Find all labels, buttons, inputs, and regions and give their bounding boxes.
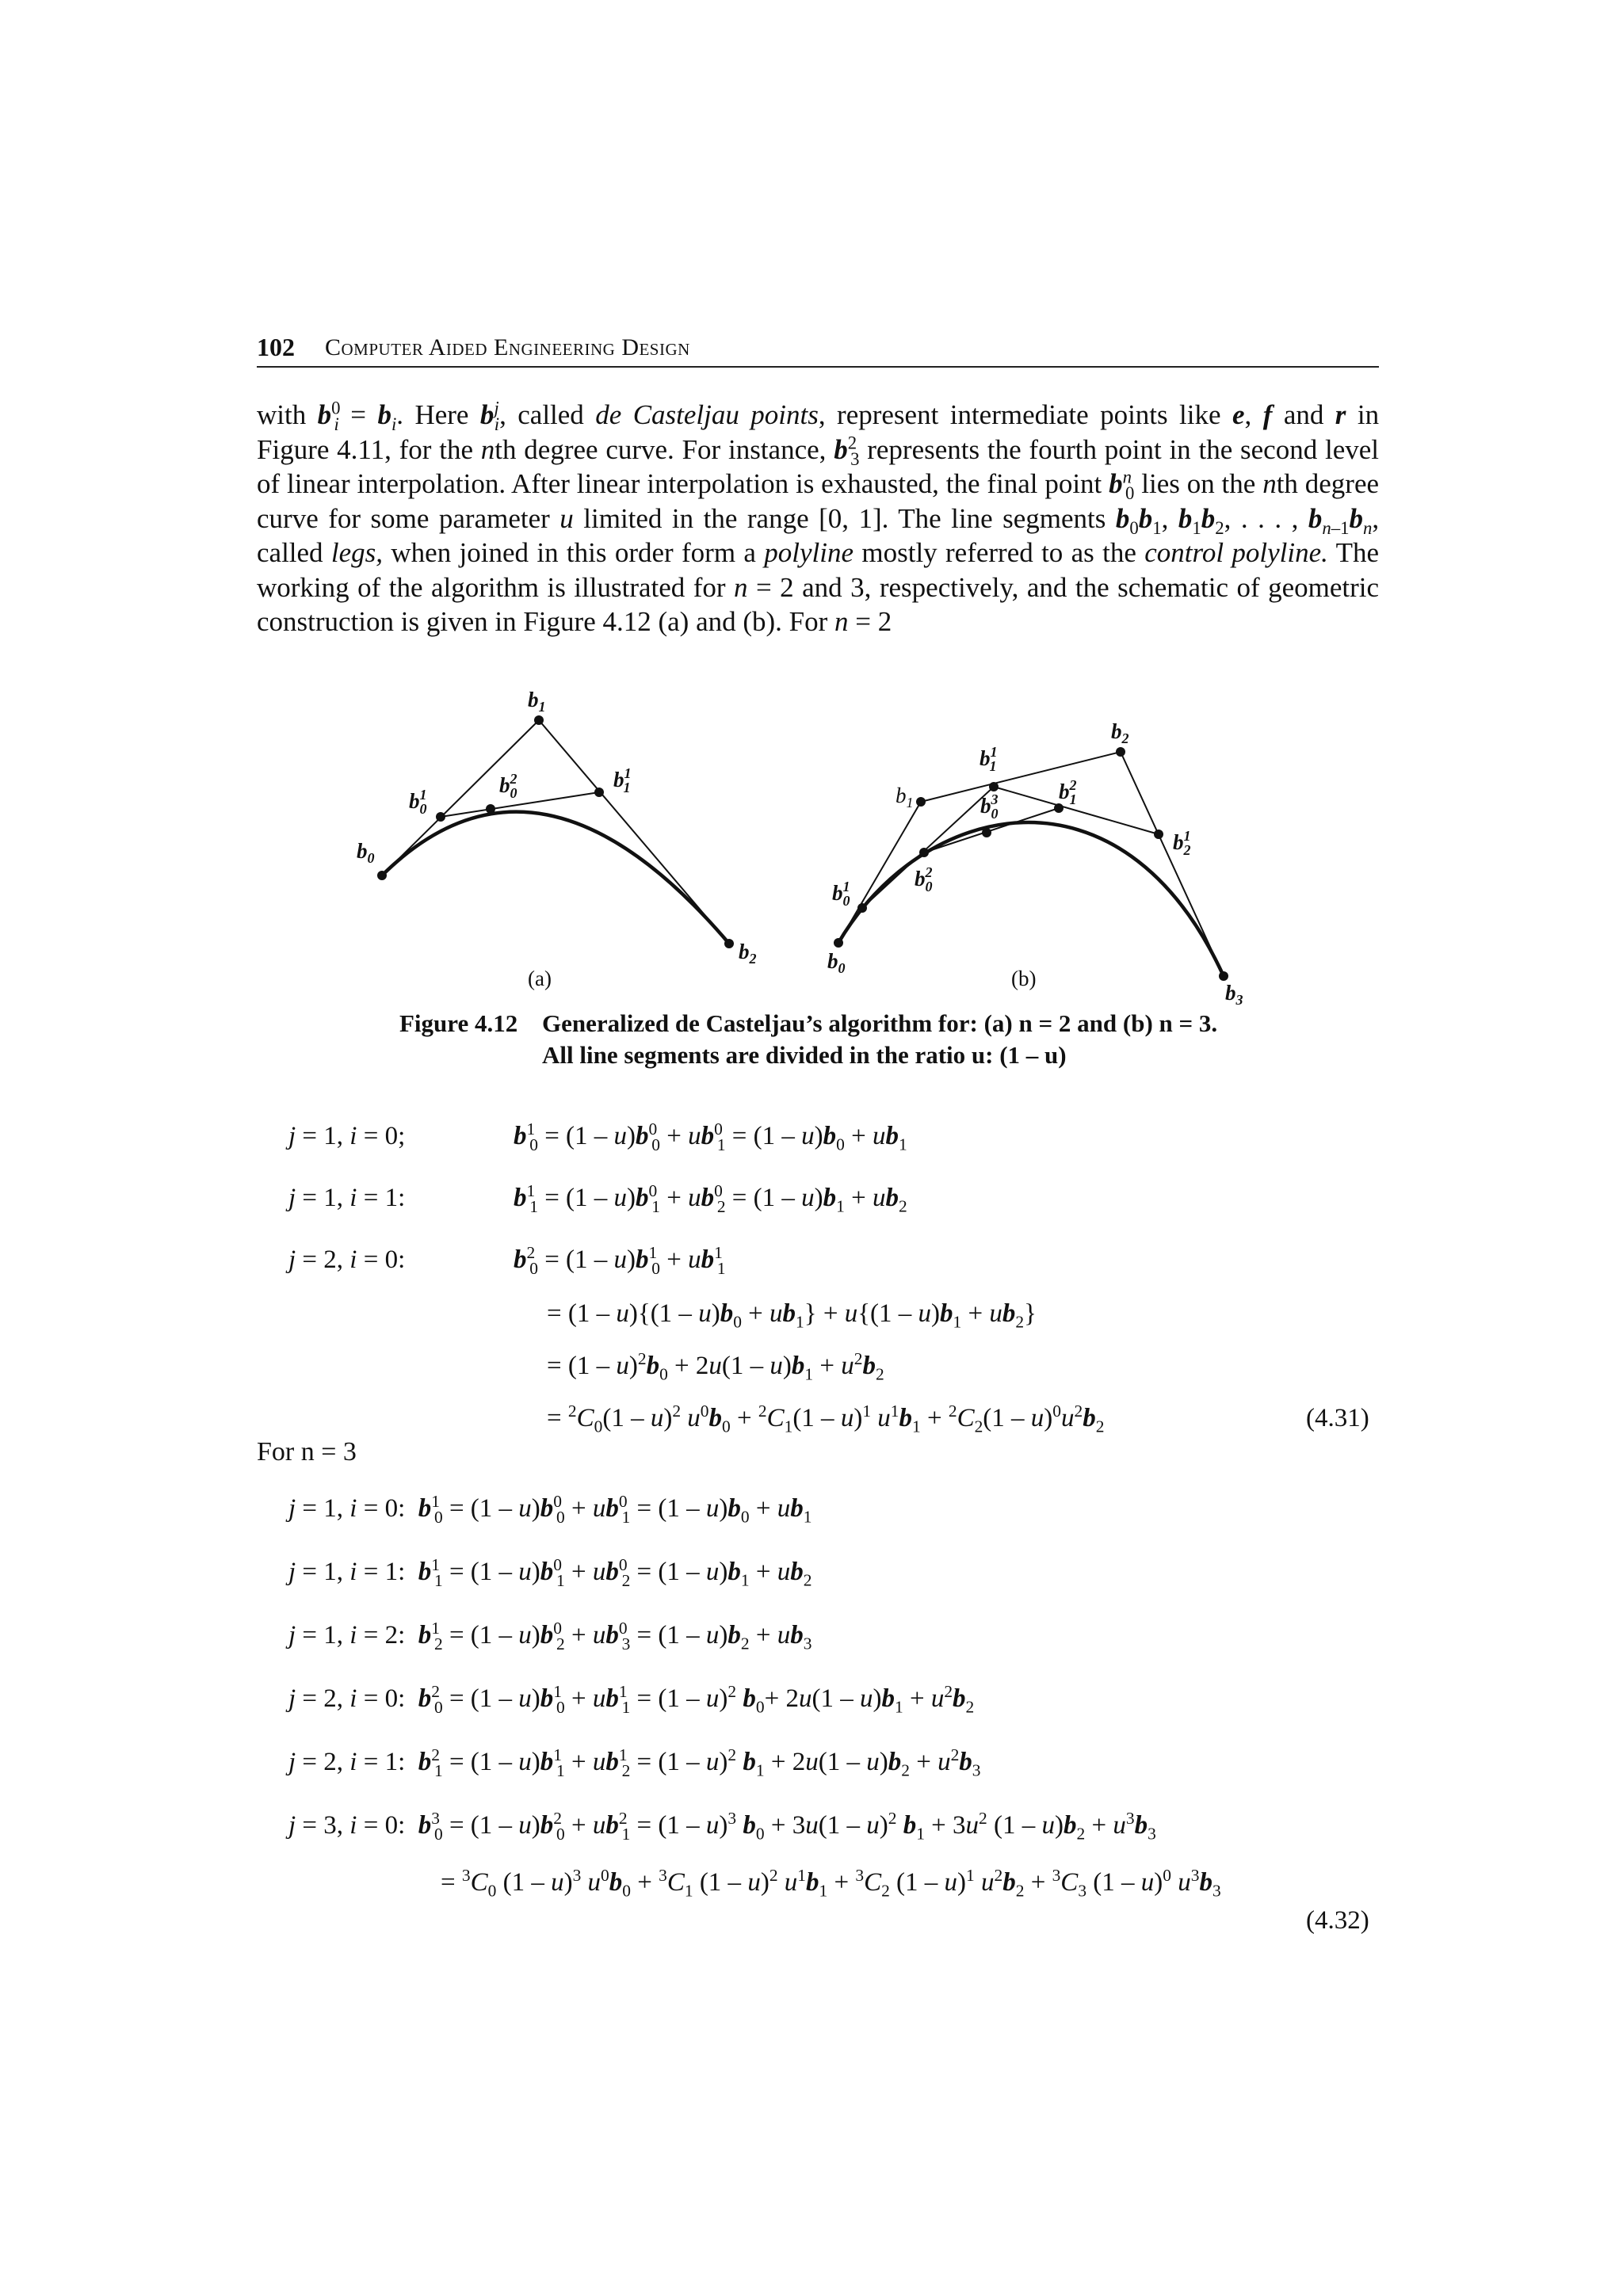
point-b11-b	[989, 782, 999, 791]
eq-n3-line-6: j = 3, i = 0: $b^3_0 = (1 - u)b^2_0 + ub^2_1 = (1 - u)^3$ $b_0 + 3u(1 - u)^2$ $b_1 + 3u^2$ $(1 - u)b_2 + u^3b_3$	[288, 1809, 1156, 1844]
point-b01-b	[857, 903, 867, 913]
eq-n3-line-1: j = 1, i = 0: $b^1_0 = (1 - u)b^0_0 + ub^0_1 = (1 - u)b_0 + ub_1$	[288, 1492, 812, 1527]
paragraph-line-6: working of the algorithm is illustrated for n = 2 and 3, respectively, and the schematic of geometric	[257, 571, 1380, 603]
label-b01-b: $b^1$ 0	[832, 879, 850, 909]
label-b0-a: $b_0$	[357, 839, 375, 866]
panel-b-labels	[827, 719, 1243, 1008]
point-b3-b	[1219, 971, 1228, 981]
label-b11-b: $b^1$ 1	[980, 744, 997, 774]
point-b1-b	[916, 797, 926, 807]
label-b0-b: $b_0$	[827, 949, 846, 976]
label-b3-b: $b_3$	[1225, 981, 1243, 1008]
running-title: Computer Aided Engineering Design	[325, 334, 690, 360]
panel-a-diagram	[382, 720, 729, 944]
paragraph-line-7: construction is given in Figure 4.12 (a) and (b). For n = 2	[257, 606, 892, 637]
paragraph-line-4: curve for some parameter u limited in the range [0, 1]. The line segments $b_0b_1$, $b_1b_2$, . . . , $b_{n-1}b_n$,	[257, 502, 1380, 538]
label-b1-b: $b_1$	[896, 784, 914, 810]
point-b02-a	[486, 804, 495, 814]
bezier-curve-a	[382, 812, 729, 944]
label-b21-b: $b^1$ 2	[1173, 828, 1191, 858]
label-b02-a: $b^2$ 0	[499, 771, 517, 801]
panel-a-label: (a)	[528, 967, 552, 990]
point-b03-b	[982, 828, 991, 837]
eq-n3-line-7: = $^3C_0$ (1 – u)$^3$ $u^0b_0 + ^3C_1$ (1 – u)$^2$ $u^1b_1 + ^3C_2$ (1 – u)$^1$ $u^2b_2 + ^3C_3$ (1 – u)$^0$ $u^3b_3$	[441, 1866, 1221, 1901]
paragraph-line-5: called legs, when joined in this order form a polyline mostly referred to as the control polyline. The	[257, 537, 1380, 568]
panel-b-label: (b)	[1011, 967, 1037, 990]
point-b2-a	[724, 939, 734, 948]
point-b21-b	[1154, 830, 1163, 839]
label-b01-a: $b^1$ 0	[409, 787, 427, 817]
eq-n2-line-3: j = 2, i = 0:	[288, 1245, 406, 1274]
eq-n2-line-2: j = 1, i = 1:	[288, 1184, 406, 1212]
control-polyline-a	[382, 720, 729, 944]
for-n-3: For n = 3	[257, 1437, 357, 1466]
paragraph-line-2: Figure 4.11, for the nth degree curve. For instance, $b^2_3$ represents the fourth point in the second level	[257, 432, 1379, 469]
label-b02-b: $b^2$ 0	[915, 864, 933, 894]
caption-line-2: All line segments are divided in the ratio u: (1 – u)	[542, 1041, 1067, 1069]
paragraph-line-3: of linear interpolation. After linear interpolation is exhausted, the final point $b^n_0$ lies on the nth degree	[257, 467, 1380, 503]
paragraph-line-1: with $b^0_i = b_i$. Here $b^j_i$, called de Casteljau points, represent intermediate points like e, f and r in	[257, 398, 1380, 434]
label-b12-b: $b^2$ 1	[1059, 777, 1077, 807]
panel-a-points	[377, 715, 734, 948]
eq-n2-line-4: = $(1 - u)\{(1 - u)b_0 + ub_1\} + u\{(1 - u)b_1 + ub_2\}$	[547, 1299, 1037, 1332]
label-b11-a: $b^1$ 1	[613, 765, 631, 795]
equation-number-4-32: (4.32)	[1306, 1906, 1369, 1935]
caption-label: Figure 4.12	[399, 1009, 518, 1037]
label-b1-a: $b_1$	[528, 688, 546, 715]
eq-n3-line-3: j = 1, i = 2: $b^1_2 = (1 - u)b^0_2 + ub^0_3 = (1 - u)b_2 + ub_3$	[288, 1619, 812, 1653]
point-b11-a	[594, 788, 604, 797]
point-b12-b	[1054, 803, 1064, 813]
eq-n3-line-5: j = 2, i = 1: $b^2_1 = (1 - u)b^1_1 + ub^1_2 = (1 - u)^2$ $b_1 + 2u(1 - u)b_2 + u^2b_3$	[288, 1745, 981, 1780]
point-b02-b	[919, 848, 929, 857]
point-b2-b	[1116, 747, 1125, 757]
eq-n2-line-2-rhs: $b^1_1 = (1 - u)b^0_1 + ub^0_2 = (1 - u)b_1 + ub_2$	[514, 1181, 907, 1216]
eq-n3-line-2: j = 1, i = 1: $b^1_1 = (1 - u)b^0_1 + ub^0_2 = (1 - u)b_1 + ub_2$	[288, 1555, 812, 1590]
label-b03-b: $b^3$ 0	[980, 791, 999, 822]
caption-line-1: Generalized de Casteljau’s algorithm for: (a) n = 2 and (b) n = 3.	[542, 1009, 1218, 1037]
eq-n2-line-1: j = 1, i = 0;	[288, 1122, 406, 1150]
point-b0-a	[377, 871, 387, 880]
page-number: 102	[257, 333, 295, 361]
eq-n2-line-5: = $(1 - u)^2b_0 + 2u(1 - u)b_1 + u^2b_2$	[547, 1349, 884, 1384]
panel-b-points	[834, 747, 1228, 981]
label-b2-b: $b_2$	[1111, 719, 1129, 746]
figure-4-12	[0, 0, 1623, 1030]
figure-caption	[399, 1008, 1287, 1071]
eq-n2-line-6: = $^2C_0(1 - u)^2$ $u^0b_0 + ^2C_1(1 - u)^1$ $u^1b_1 + ^2C_2(1 - u)^0u^2b_2$	[547, 1402, 1105, 1436]
point-b01-a	[436, 812, 445, 822]
point-b1-a	[534, 715, 544, 725]
panel-a-labels	[357, 688, 757, 990]
equation-number-4-31: (4.31)	[1306, 1404, 1369, 1432]
point-b0-b	[834, 938, 843, 948]
eq-n3-line-4: j = 2, i = 0: $b^2_0 = (1 - u)b^1_0 + ub^1_1 = (1 - u)^2$ $b_0+ 2u(1 - u)b_1 + u^2b_2$	[288, 1682, 975, 1717]
label-b2-a: $b_2$	[739, 940, 757, 967]
eq-n2-line-1-rhs: $b^1_0 = (1 - u)b^0_0 + ub^0_1 = (1 - u)b_0 + ub_1$	[514, 1119, 907, 1154]
eq-n2-line-3-rhs: $b^2_0 = (1 - u)b^1_0 + ub^1_1$	[514, 1243, 726, 1278]
